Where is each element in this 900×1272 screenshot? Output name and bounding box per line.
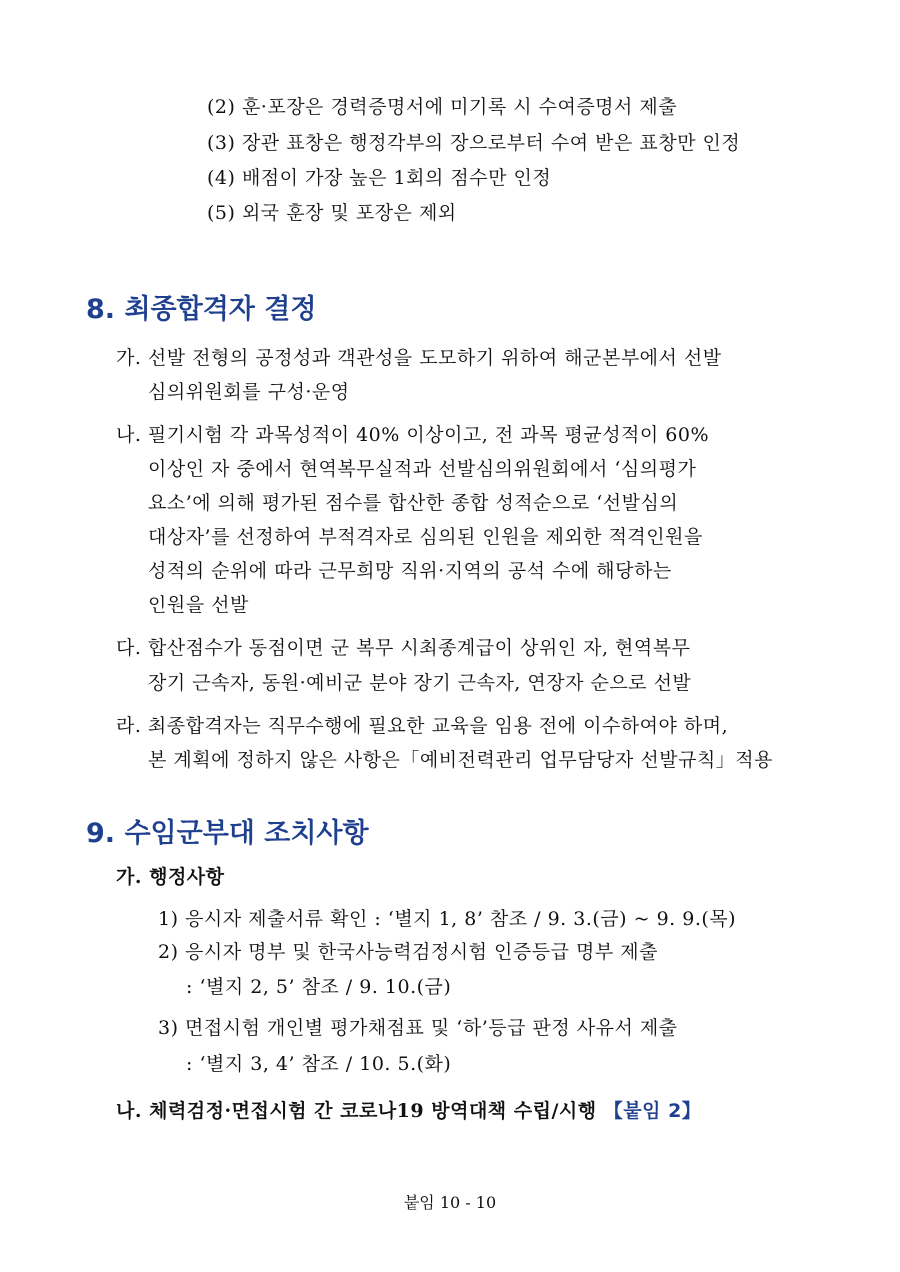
page-number: 붙임 10 - 10 xyxy=(403,1193,497,1212)
paragraph-line: 요소’에 의해 평가된 점수를 합산한 종합 성적순으로 ‘선발심의 xyxy=(148,492,679,514)
subheading-covid xyxy=(116,1096,701,1123)
paragraph-line: 심의위원회를 구성·운영 xyxy=(148,381,350,403)
list-item: (5) 외국 훈장 및 포장은 제외 xyxy=(207,202,457,224)
list-item-cont: : ‘별지 2, 5’ 참조 / 9. 10.(금) xyxy=(186,976,452,998)
subheading-covid-text: 나. 체력검정·면접시험 간 코로나19 방역대책 수립/시행 xyxy=(116,1100,597,1122)
paragraph-line: 이상인 자 중에서 현역복무실적과 선발심의위원회에서 ‘심의평가 xyxy=(148,458,697,480)
paragraph-line: 성적의 순위에 따라 근무희망 직위·지역의 공석 수에 해당하는 xyxy=(148,560,672,582)
subheading-admin: 가. 행정사항 xyxy=(116,866,225,888)
paragraph-line: 장기 근속자, 동원·예비군 분야 장기 근속자, 연장자 순으로 선발 xyxy=(148,672,692,694)
paragraph-line: 가. 선발 전형의 공정성과 객관성을 도모하기 위하여 해군본부에서 선발 xyxy=(116,347,722,369)
paragraph-line: 인원을 선발 xyxy=(148,594,249,616)
paragraph-line: 대상자’를 선정하여 부적격자로 심의된 인원을 제외한 적격인원을 xyxy=(148,526,703,548)
list-item-cont: : ‘별지 3, 4’ 참조 / 10. 5.(화) xyxy=(186,1053,452,1075)
list-item: (2) 훈·포장은 경력증명서에 미기록 시 수여증명서 제출 xyxy=(207,96,678,118)
list-item: 2) 응시자 명부 및 한국사능력검정시험 인증등급 명부 제출 xyxy=(158,941,658,963)
paragraph-line: 나. 필기시험 각 과목성적이 40% 이상이고, 전 과목 평균성적이 60% xyxy=(116,424,710,446)
paragraph-line: 라. 최종합격자는 직무수행에 필요한 교육을 임용 전에 이수하여야 하며, xyxy=(116,715,729,737)
list-item: (4) 배점이 가장 높은 1회의 점수만 인정 xyxy=(207,167,552,189)
paragraph-line: 다. 합산점수가 동점이면 군 복무 시최종계급이 상위인 자, 현역복무 xyxy=(116,637,691,659)
attachment-ref: 【붙임 2】 xyxy=(603,1100,702,1122)
section-8-title: 8. 최종합격자 결정 xyxy=(86,294,317,325)
list-item: 1) 응시자 제출서류 확인 : ‘별지 1, 8’ 참조 / 9. 3.(금) ~ 9. 9.(목) xyxy=(158,908,737,930)
list-item: (3) 장관 표창은 행정각부의 장으로부터 수여 받은 표창만 인정 xyxy=(207,132,741,154)
section-9-title: 9. 수임군부대 조치사항 xyxy=(86,818,369,849)
paragraph-line: 본 계획에 정하지 않은 사항은「예비전력관리 업무담당자 선발규칙」적용 xyxy=(148,749,774,771)
list-item: 3) 면접시험 개인별 평가채점표 및 ‘하’등급 판정 사유서 제출 xyxy=(158,1017,678,1039)
